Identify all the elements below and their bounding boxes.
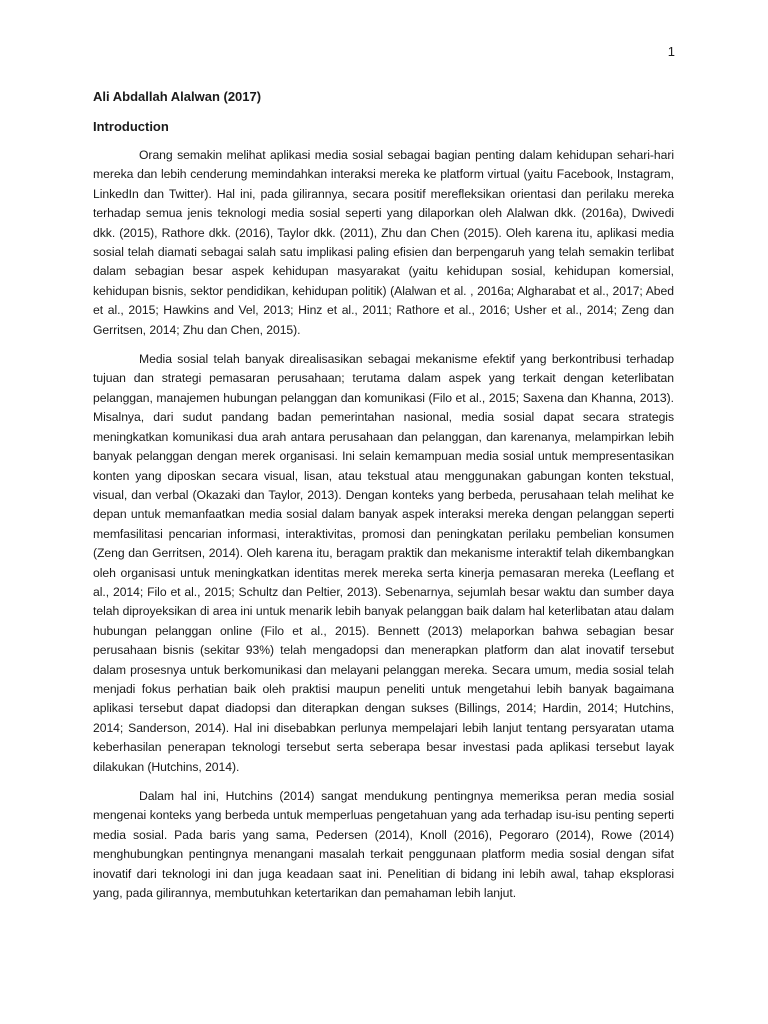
section-heading: Introduction: [93, 119, 169, 134]
body-paragraph-2: Media sosial telah banyak direalisasikan sebagai mekanisme efektif yang berkontribusi terhadap tujuan dan strategi pemasaran perusahaan; terutama dalam aspek yang terkait dengan keterlibatan pelanggan, manajemen hubungan pelanggan dan komunikasi (Filo et al., 2015; Saxena dan Khanna, 2013). Misalnya, dari sudut pandang badan pemerintahan nasional, media sosial dapat secara strategis meningkatkan komunikasi dua arah antara perusahaan dan pelanggan, dan karenanya, melampirkan lebih banyak pelanggan dengan merek organisasi. Ini selain kemampuan media sosial untuk mempresentasikan konten yang diposkan secara visual, lisan, atau tekstual atau menggunakan gabungan konten tekstual, visual, dan verbal (Okazaki dan Taylor, 2013). Dengan konteks yang berbeda, perusahaan telah melihat ke depan untuk memanfaatkan media sosial dalam banyak aspek interaksi mereka dengan pelanggan seperti memfasilitasi pencarian informasi, interaktivitas, promosi dan peningkatan perilaku pembelian konsumen (Zeng dan Gerritsen, 2014). Oleh karena itu, beragam praktik dan mekanisme interaktif telah dikembangkan oleh organisasi untuk meningkatkan identitas merek mereka serta kinerja pemasaran mereka (Leeflang et al., 2014; Filo et al., 2015; Schultz dan Peltier, 2013). Sebenarnya, sejumlah besar waktu dan sumber daya telah diproyeksikan di area ini untuk menarik lebih banyak pelanggan baik dalam hal keterlibatan atau dalam hubungan pelanggan online (Filo et al., 2015). Bennett (2013) melaporkan bahwa sebagian besar perusahaan bisnis (sekitar 93%) telah mengadopsi dan menerapkan platform dan alat inovatif tersebut dalam prosesnya untuk berkomunikasi dan melayani pelanggan mereka. Secara umum, media sosial telah menjadi fokus perhatian baik oleh praktisi maupun peneliti untuk mengetahui lebih banyak bagaimana aplikasi tersebut dapat diadopsi dan diterapkan dengan sukses (Billings, 2014; Hardin, 2014; Hutchins, 2014; Sanderson, 2014). Hal ini disebabkan perlunya mempelajari lebih lanjut tentang persyaratan utama keberhasilan penerapan teknologi tersebut serta seberapa besar investasi pada aplikasi tersebut layak dilakukan (Hutchins, 2014).: [93, 352, 674, 774]
page-number: 1: [667, 44, 675, 59]
author-heading: Ali Abdallah Alalwan (2017): [93, 89, 262, 104]
body-paragraph-3: Dalam hal ini, Hutchins (2014) sangat mendukung pentingnya memeriksa peran media sosial mengenai konteks yang berbeda untuk memperluas pengetahuan yang ada terhadap isu-isu penting seperti media sosial. Pada baris yang sama, Pedersen (2014), Knoll (2016), Pegoraro (2014), Rowe (2014) menghubungkan pentingnya menangani masalah terkait penggunaan platform media sosial dengan sifat inovatif dari teknologi ini dan juga keadaan saat ini. Penelitian di bidang ini lebih awal, tahap eksplorasi yang, pada gilirannya, membutuhkan ketertarikan dan pemahaman lebih lanjut.: [93, 789, 674, 901]
page-content: [93, 88, 674, 913]
body-paragraph-1: Orang semakin melihat aplikasi media sosial sebagai bagian penting dalam kehidupan sehari-hari mereka dan lebih cenderung memindahkan interaksi mereka ke platform virtual (yaitu Facebook, Instagram, LinkedIn dan Twitter). Hal ini, pada gilirannya, secara positif merefleksikan orientasi dan perilaku mereka terhadap semua jenis teknologi media sosial seperti yang dilaporkan oleh Alalwan dkk. (2016a), Dwivedi dkk. (2015), Rathore dkk. (2016), Taylor dkk. (2011), Zhu dan Chen (2015). Oleh karena itu, aplikasi media sosial telah diamati sebagai salah satu implikasi paling efisien dan berpengaruh yang telah semakin terlibat dalam sebagian besar aspek kehidupan masyarakat (yaitu kehidupan sosial, kehidupan komersial, kehidupan bisnis, sektor pendidikan, kehidupan politik) (Alalwan et al. , 2016a; Algharabat et al., 2017; Abed et al., 2015; Hawkins and Vel, 2013; Hinz et al., 2011; Rathore et al., 2016; Usher et al., 2014; Zeng dan Gerritsen, 2014; Zhu dan Chen, 2015).: [93, 148, 674, 337]
